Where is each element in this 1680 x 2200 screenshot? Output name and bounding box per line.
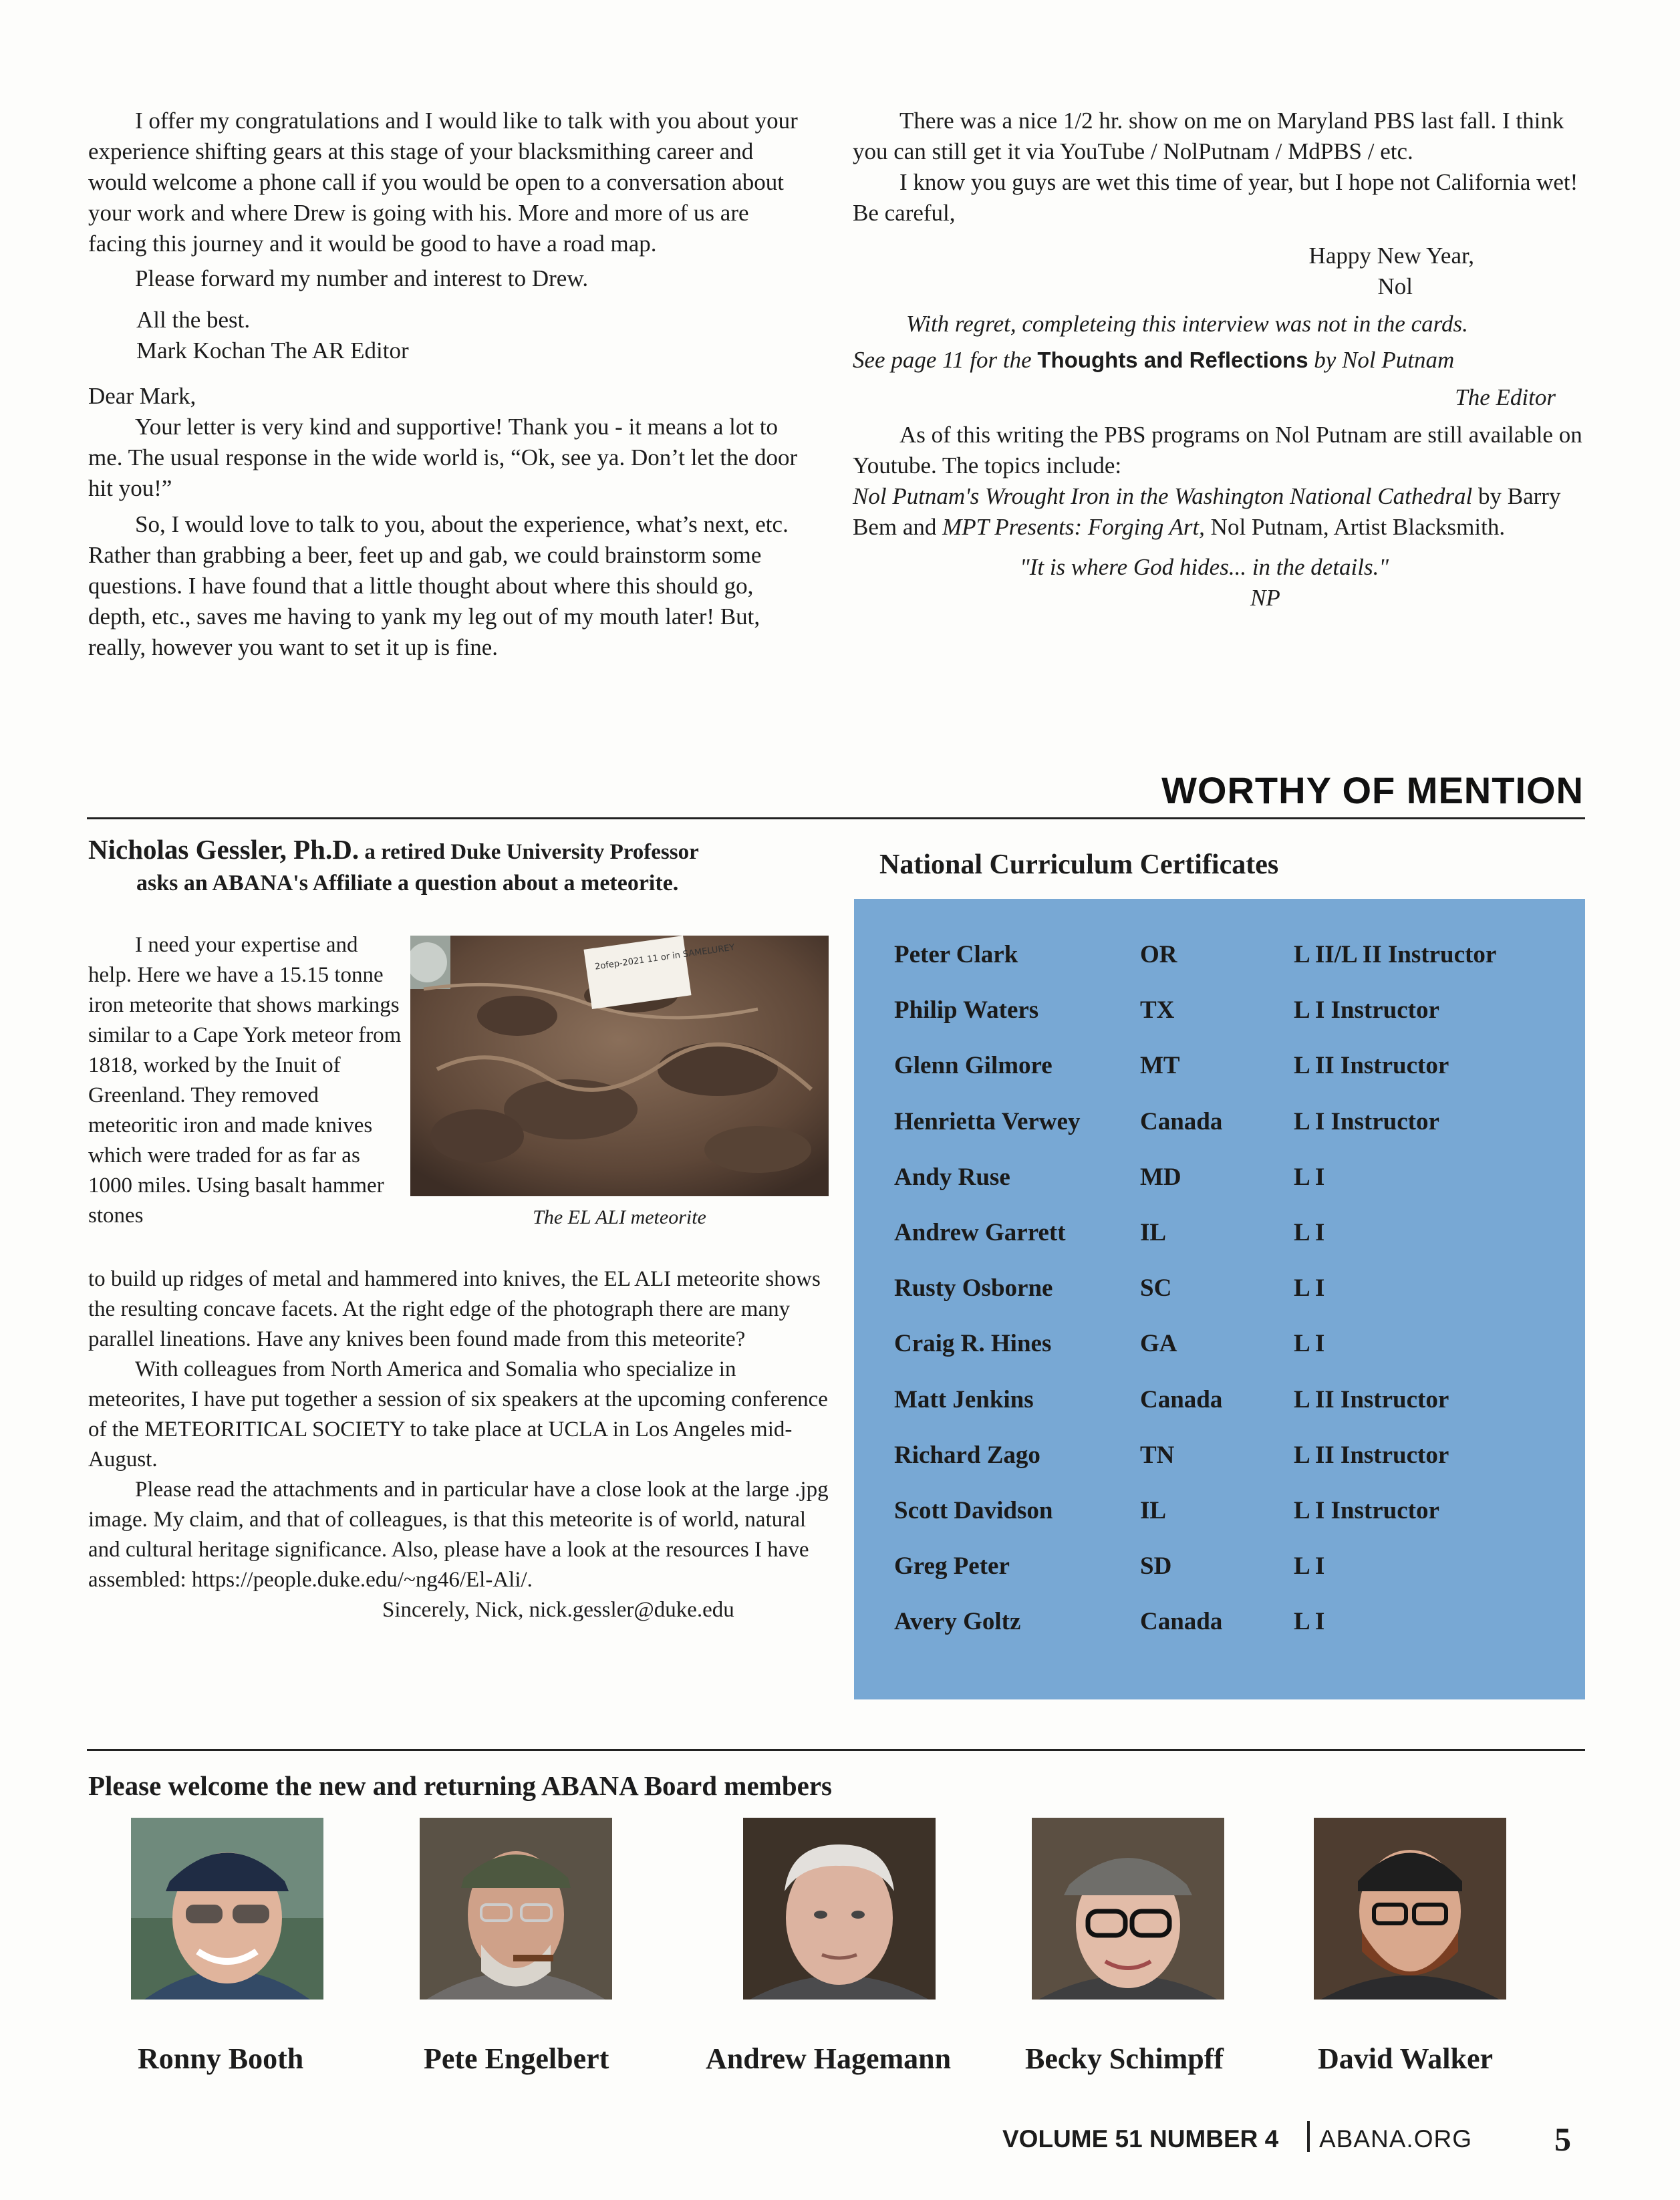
letter-paragraph: So, I would love to talk to you, about the experience, what’s next, etc. Rather than grabbing a beer, feet up and gab, we could brainstorm some questions. I have found that a little thought about where this should go, depth, etc., saves me having to yank my leg out of my mouth later! But, really, however you want to set it up is fine. — [88, 511, 789, 660]
quote-initials: NP — [1250, 585, 1280, 611]
table-row — [894, 1051, 1562, 1091]
meteorite-heading — [88, 833, 837, 898]
avatar — [1314, 1818, 1506, 2000]
see-page-bold: Thoughts and Reflections — [1037, 348, 1308, 372]
table-row — [894, 940, 1562, 980]
meteorite-paragraph: to build up ridges of metal and hammered into knives, the EL ALI meteorite shows the resulting concave facets. At the right edge of the photograph there are many parallel lineations. Have any knives been found made from this meteorite? — [88, 1267, 821, 1351]
program-credit: Nol Putnam, Artist Blacksmith. — [1204, 514, 1506, 540]
cert-name: Andy Ruse — [894, 1163, 1010, 1191]
letter-sign-name: Nol — [1377, 273, 1413, 299]
table-row — [894, 1107, 1562, 1147]
program-title: Nol Putnam's Wrought Iron in the Washington National Cathedral — [853, 483, 1473, 509]
portrait-becky-schimpff — [1032, 1818, 1224, 2000]
section-divider — [87, 1749, 1585, 1751]
footer — [1002, 2120, 1604, 2160]
program-credit: by Barry Bem and — [853, 483, 1561, 540]
section-title-worthy: WORTHY OF MENTION — [1161, 769, 1584, 811]
author-intro: a retired Duke University Professor — [359, 840, 699, 864]
meteorite-photo — [410, 936, 829, 1196]
cert-name: Avery Goltz — [894, 1608, 1021, 1636]
meteorite-paragraph: I need your expertise and help. Here we have a 15.15 tonne iron meteorite that shows markings similar to a Cape York meteor from 1818, worked by the Inuit of Greenland. They removed meteoritic iron and made knives which were traded for as far as 1000 miles. Using basalt hammer stones — [88, 933, 402, 1228]
see-page-note — [853, 345, 1588, 376]
photo-caption: The EL ALI meteorite — [533, 1206, 706, 1228]
cert-name: Matt Jenkins — [894, 1385, 1034, 1413]
cert-state: Canada — [1140, 1107, 1223, 1135]
footer-volume: VOLUME 51 NUMBER 4 — [1002, 2125, 1279, 2153]
table-row — [894, 1163, 1562, 1203]
cert-level: L I — [1294, 1274, 1325, 1302]
cert-state: SC — [1140, 1274, 1172, 1302]
cert-state: IL — [1140, 1219, 1167, 1246]
table-row — [894, 1218, 1562, 1258]
cert-level: L I — [1294, 1608, 1325, 1636]
avatar — [1032, 1818, 1224, 2000]
quote: "It is where God hides... in the details." — [1020, 554, 1389, 580]
certificates-title: National Curriculum Certificates — [879, 849, 1279, 880]
meteorite-body — [88, 1264, 831, 1625]
cert-level: L II Instructor — [1294, 1441, 1449, 1469]
avatar — [420, 1818, 612, 2000]
cert-level: L II Instructor — [1294, 1052, 1449, 1080]
footer-site: ABANA.ORG — [1319, 2125, 1472, 2153]
cert-state: IL — [1140, 1497, 1167, 1524]
program-title: MPT Presents: Forging Art, — [942, 514, 1205, 540]
meteorite-heading-line1 — [88, 833, 837, 869]
cert-name: Richard Zago — [894, 1441, 1040, 1469]
table-row — [894, 1441, 1562, 1481]
cert-name: Henrietta Verwey — [894, 1107, 1081, 1135]
cert-state: Canada — [1140, 1385, 1223, 1413]
meteorite-heading-line2: asks an ABANA's Affiliate a question about a meteorite. — [136, 871, 679, 896]
table-row — [894, 1496, 1562, 1536]
meteorite-sign: Sincerely, Nick, nick.gessler@duke.edu — [382, 1598, 734, 1622]
meteorite-paragraph: Please read the attachments and in particular have a close look at the large .jpg image. My claim, and that of colleagues, is that this meteorite is of world, natural and cultural heritage significance. Also, please have a look at the resources I have assembled: https://people.duke.edu/~ng46/El-Ali/. — [88, 1478, 829, 1592]
cert-state: TX — [1140, 996, 1175, 1024]
table-row — [894, 1274, 1562, 1314]
table-row — [894, 1385, 1562, 1425]
editor-sign: The Editor — [1455, 384, 1556, 410]
board-member-name: Ronny Booth — [138, 2042, 304, 2075]
table-row — [894, 1329, 1562, 1369]
cert-state: TN — [1140, 1441, 1175, 1469]
page-number: 5 — [1554, 2120, 1571, 2158]
board-member-name: Becky Schimpff — [1025, 2042, 1224, 2075]
table-row — [894, 996, 1562, 1036]
cert-level: L I — [1294, 1219, 1325, 1246]
avatar — [131, 1818, 323, 2000]
cert-name: Greg Peter — [894, 1552, 1010, 1580]
board-member-name: Pete Engelbert — [424, 2042, 609, 2075]
cert-state: OR — [1140, 941, 1177, 968]
board-member-name: David Walker — [1318, 2042, 1494, 2075]
cert-level: L I — [1294, 1163, 1325, 1191]
see-page-text: See page 11 for the — [853, 347, 1032, 373]
meteorite-paragraph: With colleagues from North America and Somalia who specialize in meteorites, I have put together a session of six speakers at the upcoming conference of the METEORITICAL SOCIETY to take place at UCLA in Los Angeles mid-August. — [88, 1357, 828, 1472]
letter-paragraph: I offer my congratulations and I would like to talk with you about your experience shifting gears at this stage of your blacksmithing career and would welcome a phone call if you would be open to a conversation about your work and where Drew is going with his. More and more of us are facing this journey and it would be good to have a road map. — [88, 108, 798, 257]
cert-level: L I — [1294, 1552, 1325, 1580]
footer-separator — [1307, 2121, 1310, 2152]
cert-level: L I Instructor — [1294, 996, 1439, 1024]
cert-name: Glenn Gilmore — [894, 1052, 1053, 1080]
meteorite-image — [410, 936, 829, 1196]
cert-state: SD — [1140, 1552, 1172, 1580]
cert-state: GA — [1140, 1330, 1177, 1358]
regret-note: With regret, completeing this interview was not in the cards. — [906, 311, 1468, 337]
portrait-pete-engelbert — [420, 1818, 612, 2000]
portrait-ronny-booth — [131, 1818, 323, 2000]
cert-name: Philip Waters — [894, 996, 1039, 1024]
certificates-table — [854, 899, 1585, 1699]
author-name: Nicholas Gessler, Ph.D. — [88, 834, 360, 865]
table-row — [894, 1607, 1562, 1647]
see-page-by: by Nol Putnam — [1314, 347, 1455, 373]
letter-paragraph: As of this writing the PBS programs on Nol Putnam are still available on Youtube. The topics include: — [853, 422, 1582, 478]
cert-state: Canada — [1140, 1608, 1223, 1636]
letter-paragraph: I know you guys are wet this time of year, but I hope not California wet! Be careful, — [853, 169, 1578, 226]
letter-paragraph: There was a nice 1/2 hr. show on me on Maryland PBS last fall. I think you can still get it via YouTube / NolPutnam / MdPBS / etc. — [853, 108, 1564, 164]
letter-paragraph: Please forward my number and interest to Drew. — [135, 265, 589, 291]
photo-label: 2ofep-2021 11 or in SAMELUREY — [594, 942, 736, 972]
letter-salutation: Dear Mark, — [88, 383, 196, 409]
cert-level: L I — [1294, 1330, 1325, 1358]
program-list — [853, 481, 1588, 543]
cert-name: Rusty Osborne — [894, 1274, 1053, 1302]
cert-level: L II/L II Instructor — [1294, 941, 1497, 968]
cert-level: L II Instructor — [1294, 1385, 1449, 1413]
portrait-david-walker — [1314, 1818, 1506, 2000]
section-divider — [87, 817, 1585, 819]
cert-level: L I Instructor — [1294, 1107, 1439, 1135]
cert-name: Peter Clark — [894, 941, 1018, 968]
letter-sign-off: Happy New Year, — [1308, 243, 1474, 269]
cert-state: MD — [1140, 1163, 1181, 1191]
cert-name: Scott Davidson — [894, 1497, 1053, 1524]
cert-level: L I Instructor — [1294, 1497, 1439, 1524]
board-member-name: Andrew Hagemann — [706, 2042, 952, 2075]
letter-paragraph: Your letter is very kind and supportive! Thank you - it means a lot to me. The usual response in the wide world is, “Ok, see ya. Don’t let the door hit you!” — [88, 414, 798, 501]
cert-name: Andrew Garrett — [894, 1219, 1066, 1246]
right-letter — [853, 106, 1588, 613]
letter-closing: All the best. — [136, 307, 251, 333]
letter-signature: Mark Kochan The AR Editor — [136, 337, 409, 364]
board-title: Please welcome the new and returning ABANA Board members — [88, 1770, 832, 1801]
avatar — [743, 1818, 936, 2000]
portrait-andrew-hagemann — [743, 1818, 936, 2000]
cert-state: MT — [1140, 1052, 1180, 1080]
left-letter — [88, 106, 810, 663]
table-row — [894, 1552, 1562, 1592]
cert-name: Craig R. Hines — [894, 1330, 1052, 1358]
